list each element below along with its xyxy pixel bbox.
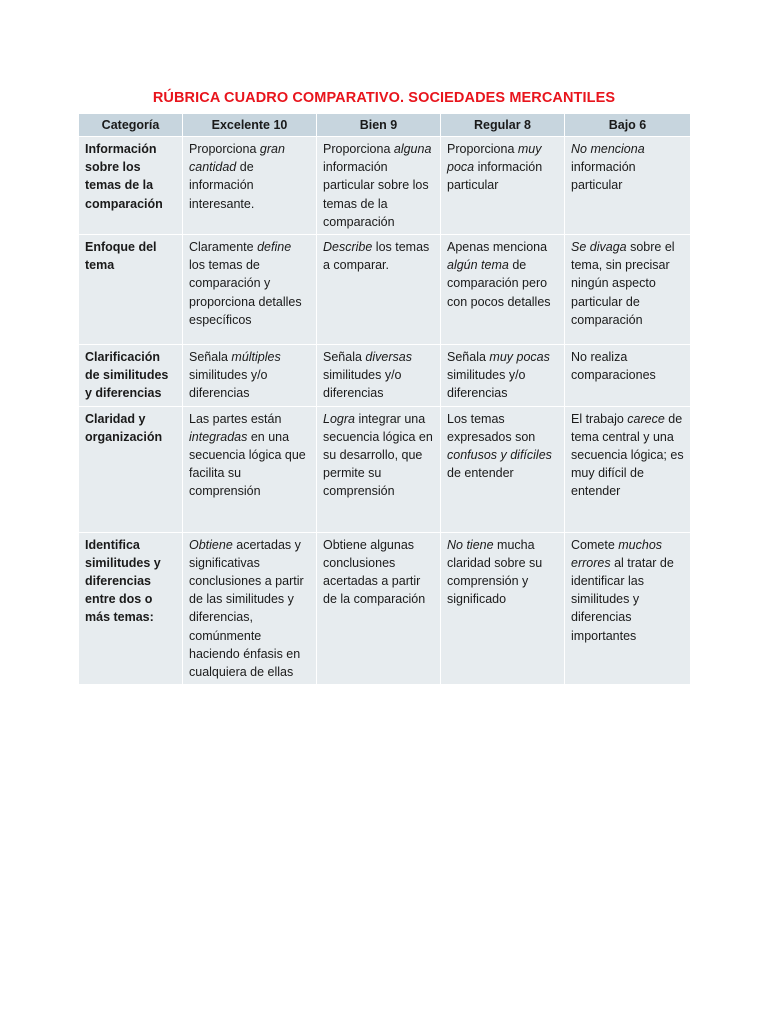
rubric-cell (183, 235, 317, 345)
rubric-cell (317, 406, 441, 532)
header-excelente: Excelente 10 (183, 114, 317, 137)
emphasis-text: No tiene (447, 537, 494, 552)
cell-text: Las partes están (189, 411, 282, 426)
rubric-cell (317, 532, 441, 685)
emphasis-text: confusos y difíciles (447, 448, 552, 463)
emphasis-text: gran cantidad (189, 142, 285, 175)
emphasis-text: carece (627, 411, 665, 426)
cell-text: de entender (447, 466, 514, 481)
emphasis-text: No menciona (571, 142, 645, 156)
emphasis-text: muy poca (447, 142, 542, 175)
cell-text: similitudes y/o diferencias (447, 368, 526, 401)
rubric-cell (317, 345, 441, 407)
rubric-cell (441, 345, 565, 407)
cell-text: Claramente (189, 240, 258, 255)
category-cell: Enfoque del tema (79, 235, 183, 345)
cell-text: Obtiene algunas conclusiones acertadas a partir de la comparación (323, 537, 426, 607)
rubric-cell (441, 406, 565, 532)
rubric-cell (183, 345, 317, 407)
cell-text: sobre el tema, sin precisar ningún aspecto particular de comparación (571, 240, 675, 327)
rubric-cell (183, 406, 317, 532)
cell-text: Comete (571, 537, 619, 552)
table-row (79, 235, 691, 345)
table-row (79, 406, 691, 532)
cell-text: de tema central y una secuencia lógica; es muy difícil de entender (571, 411, 684, 499)
emphasis-text: integradas (189, 429, 248, 444)
cell-text: al tratar de identificar las similitudes y diferencias importantes (571, 555, 674, 643)
emphasis-text: algún tema (447, 258, 509, 273)
emphasis-text: Logra (323, 411, 355, 426)
cell-text: de comparación pero con pocos detalles (447, 258, 551, 309)
cell-text: integrar una secuencia lógica en su desarrollo, que permite su comprensión (323, 411, 433, 499)
rubric-table (78, 113, 691, 685)
emphasis-text: diversas (365, 350, 412, 365)
header-bien: Bien 9 (317, 114, 441, 137)
cell-text: acertadas y significativas conclusiones a partir de las similitudes y diferencias, comúnmente haciendo énfasis en cualquiera de ellas (189, 537, 304, 680)
cell-text: mucha claridad sobre su comprensión y significado (447, 537, 543, 607)
rubric-cell (317, 235, 441, 345)
rubric-cell (441, 235, 565, 345)
rubric-cell (565, 235, 691, 345)
cell-text: Señala (189, 350, 232, 365)
rubric-cell (317, 137, 441, 235)
rubric-cell (183, 532, 317, 685)
rubric-cell (183, 137, 317, 235)
emphasis-text: define (257, 240, 292, 255)
rubric-cell (441, 137, 565, 235)
rubric-cell (565, 137, 691, 235)
rubric-cell (565, 532, 691, 685)
cell-text: Proporciona (447, 142, 518, 156)
cell-text: Apenas menciona (447, 240, 548, 255)
cell-text: Proporciona (189, 142, 260, 156)
emphasis-text: Describe (323, 240, 373, 255)
header-row (79, 114, 691, 137)
cell-text: No realiza comparaciones (571, 350, 656, 383)
rubric-cell (565, 406, 691, 532)
rubric-cell (441, 532, 565, 685)
emphasis-text: muchos errores (571, 537, 663, 570)
cell-text: Proporciona (323, 142, 394, 156)
cell-text: Señala (447, 350, 490, 365)
cell-text: en una secuencia lógica que facilita su comprensión (189, 429, 306, 499)
emphasis-text: alguna (393, 142, 432, 156)
category-cell: Identifica similitudes y diferencias entre dos o más temas: (79, 532, 183, 685)
category-cell: Información sobre los temas de la comparación (79, 137, 183, 235)
cell-text: similitudes y/o diferencias (323, 368, 402, 401)
cell-text: de información interesante. (189, 160, 255, 211)
document-title: RÚBRICA CUADRO COMPARATIVO. SOCIEDADES MERCANTILES (152, 90, 616, 106)
cell-text: Señala (323, 350, 366, 365)
cell-text: información particular (447, 160, 543, 193)
table-row (79, 532, 691, 685)
cell-text: los temas a comparar. (323, 240, 430, 273)
category-cell: Clarificación de similitudes y diferencias (79, 345, 183, 407)
header-bajo: Bajo 6 (565, 114, 691, 137)
emphasis-text: Obtiene (189, 537, 233, 552)
emphasis-text: muy pocas (489, 350, 550, 365)
emphasis-text: Se divaga (571, 240, 627, 255)
header-categoria: Categoría (79, 114, 183, 137)
cell-text: información particular sobre los temas de la comparación (323, 160, 429, 229)
cell-text: información particular (571, 160, 636, 193)
cell-text: Los temas expresados son (447, 411, 536, 444)
category-cell: Claridad y organización (79, 406, 183, 532)
cell-text: los temas de comparación y proporciona detalles específicos (189, 258, 302, 327)
cell-text: similitudes y/o diferencias (189, 368, 268, 401)
table-row (79, 345, 691, 407)
emphasis-text: múltiples (231, 350, 281, 365)
cell-text: El trabajo (571, 411, 628, 426)
header-regular: Regular 8 (441, 114, 565, 137)
rubric-cell (565, 345, 691, 407)
table-row (79, 137, 691, 235)
